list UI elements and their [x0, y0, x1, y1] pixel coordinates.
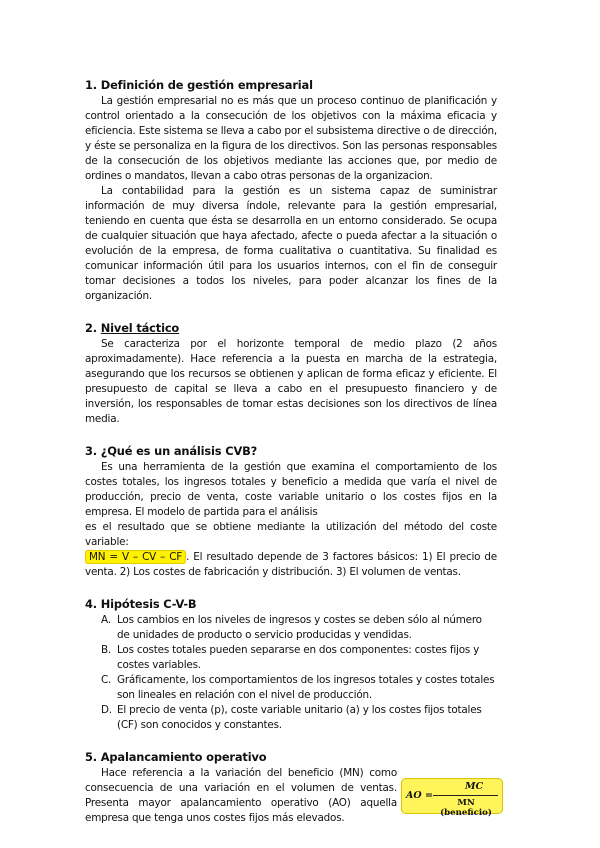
section-hipotesis-cvb	[85, 597, 497, 733]
list-item-text: Los costes totales pueden separarse en dos componentes: costes fijos y costes variables.	[117, 644, 480, 671]
section-gestion-empresarial	[85, 78, 497, 304]
section-3-title: 3. ¿Qué es un análisis CVB?	[85, 444, 258, 458]
section-1-paragraph-2: La contabilidad para la gestión es un sistema capaz de suministrar información de muy diversa índole, relevante para la gestión empresarial, teniendo en cuenta que ésta se desarrolla en un entorno considerado. Se ocupa de cualquier situación que haya afectado, afecte o pueda afectar a la situación o evolución de la empresa, de forma cualitativa o cuantitativa. Su finalidad es comunicar información útil para los usuarios internos, con el fin de conseguir tomar decisiones a todos los niveles, para poder alcanzar los fines de la organización.	[85, 185, 497, 302]
list-marker: A.	[101, 614, 111, 626]
document-page	[85, 78, 497, 843]
section-1-paragraph-1: La gestión empresarial no es más que un proceso continuo de planificación y control orientado a la consecución de los objetivos con la máxima eficacia y eficiencia. Este sistema se lleva a cabo por el subsistema directive o de dirección, y éste se personaliza en la figura de los directivos. Son las personas responsables de la consecución de los objetivos mediante las acciones que, por medio de ordines o mandatos, llevan a cabo otras personas de la organizacion.	[85, 95, 497, 182]
section-apalancamiento-operativo	[85, 750, 497, 826]
hypothesis-list	[85, 613, 497, 733]
list-item	[85, 643, 497, 673]
section-3-paragraph-3-text: . El resultado depende de 3 factores básicos: 1) El precio de venta. 2) Los costes de fabricación y distribución. 3) El volumen de ventas.	[85, 551, 497, 578]
section-1-title: 1. Definición de gestión empresarial	[85, 78, 313, 92]
list-item-text: Los cambios en los niveles de ingresos y costes se deben sólo al número de unidades de producto o servicio producidas y vendidas.	[117, 614, 482, 641]
section-5-paragraph-1: Hace referencia a la variación del beneficio (MN) como consecuencia de una variación en el volumen de ventas. Presenta mayor apalancamiento operativo (AO) aquella empresa que tenga unos costes fijos más elevados.	[85, 767, 397, 824]
formula-denominator: MN (beneficio)	[440, 798, 492, 818]
section-3-paragraph-2: es el resultado que se obtiene mediante la utilización del método del coste variable:	[85, 521, 497, 548]
section-5-title: 5. Apalancamiento operativo	[85, 750, 267, 764]
section-analisis-cvb	[85, 444, 497, 580]
list-marker: B.	[101, 644, 112, 656]
list-item	[85, 613, 497, 643]
highlighted-formula-mn: MN = V – CV – CF	[85, 550, 186, 564]
section-4-title: 4. Hipótesis C-V-B	[85, 597, 197, 611]
list-marker: C.	[101, 674, 112, 686]
list-item	[85, 703, 497, 733]
formula-fraction-bar	[433, 795, 498, 796]
list-item-text: Gráficamente, los comportamientos de los ingresos totales y costes totales son lineales en relación con el nivel de producción.	[117, 674, 495, 701]
list-item	[85, 673, 497, 703]
section-2-title-text: Nivel táctico	[100, 321, 180, 335]
section-2-paragraph-1: Se caracteriza por el horizonte temporal de medio plazo (2 años aproximadamente). Hace referencia a la puesta en marcha de la estrategia, asegurando que los recursos se obtienen y aplican de forma eficaz y eficiente. El presupuesto de capital se lleva a cabo en el presupuesto financiero y de inversión, los responsables de tomar estas decisiones son los directivos de línea media.	[85, 338, 497, 425]
section-2-title	[85, 321, 497, 336]
formula-numerator: MC	[464, 781, 484, 792]
list-marker: D.	[101, 704, 112, 716]
section-3-paragraph-1: Es una herramienta de la gestión que examina el comportamiento de los costes totales, los ingresos totales y beneficio a medida que varía el nivel de producción, precio de venta, coste variable unitario o los costes fijos en la empresa. El modelo de partida para el análisis	[85, 461, 497, 518]
section-2-number: 2.	[85, 321, 97, 335]
formula-lhs: AO =	[406, 790, 433, 801]
section-nivel-tactico	[85, 321, 497, 427]
section-3-paragraph-3	[85, 550, 497, 580]
formula-ao-box	[401, 778, 503, 818]
list-item-text: El precio de venta (p), coste variable unitario (a) y los costes fijos totales (CF) son conocidos y constantes.	[117, 704, 482, 731]
